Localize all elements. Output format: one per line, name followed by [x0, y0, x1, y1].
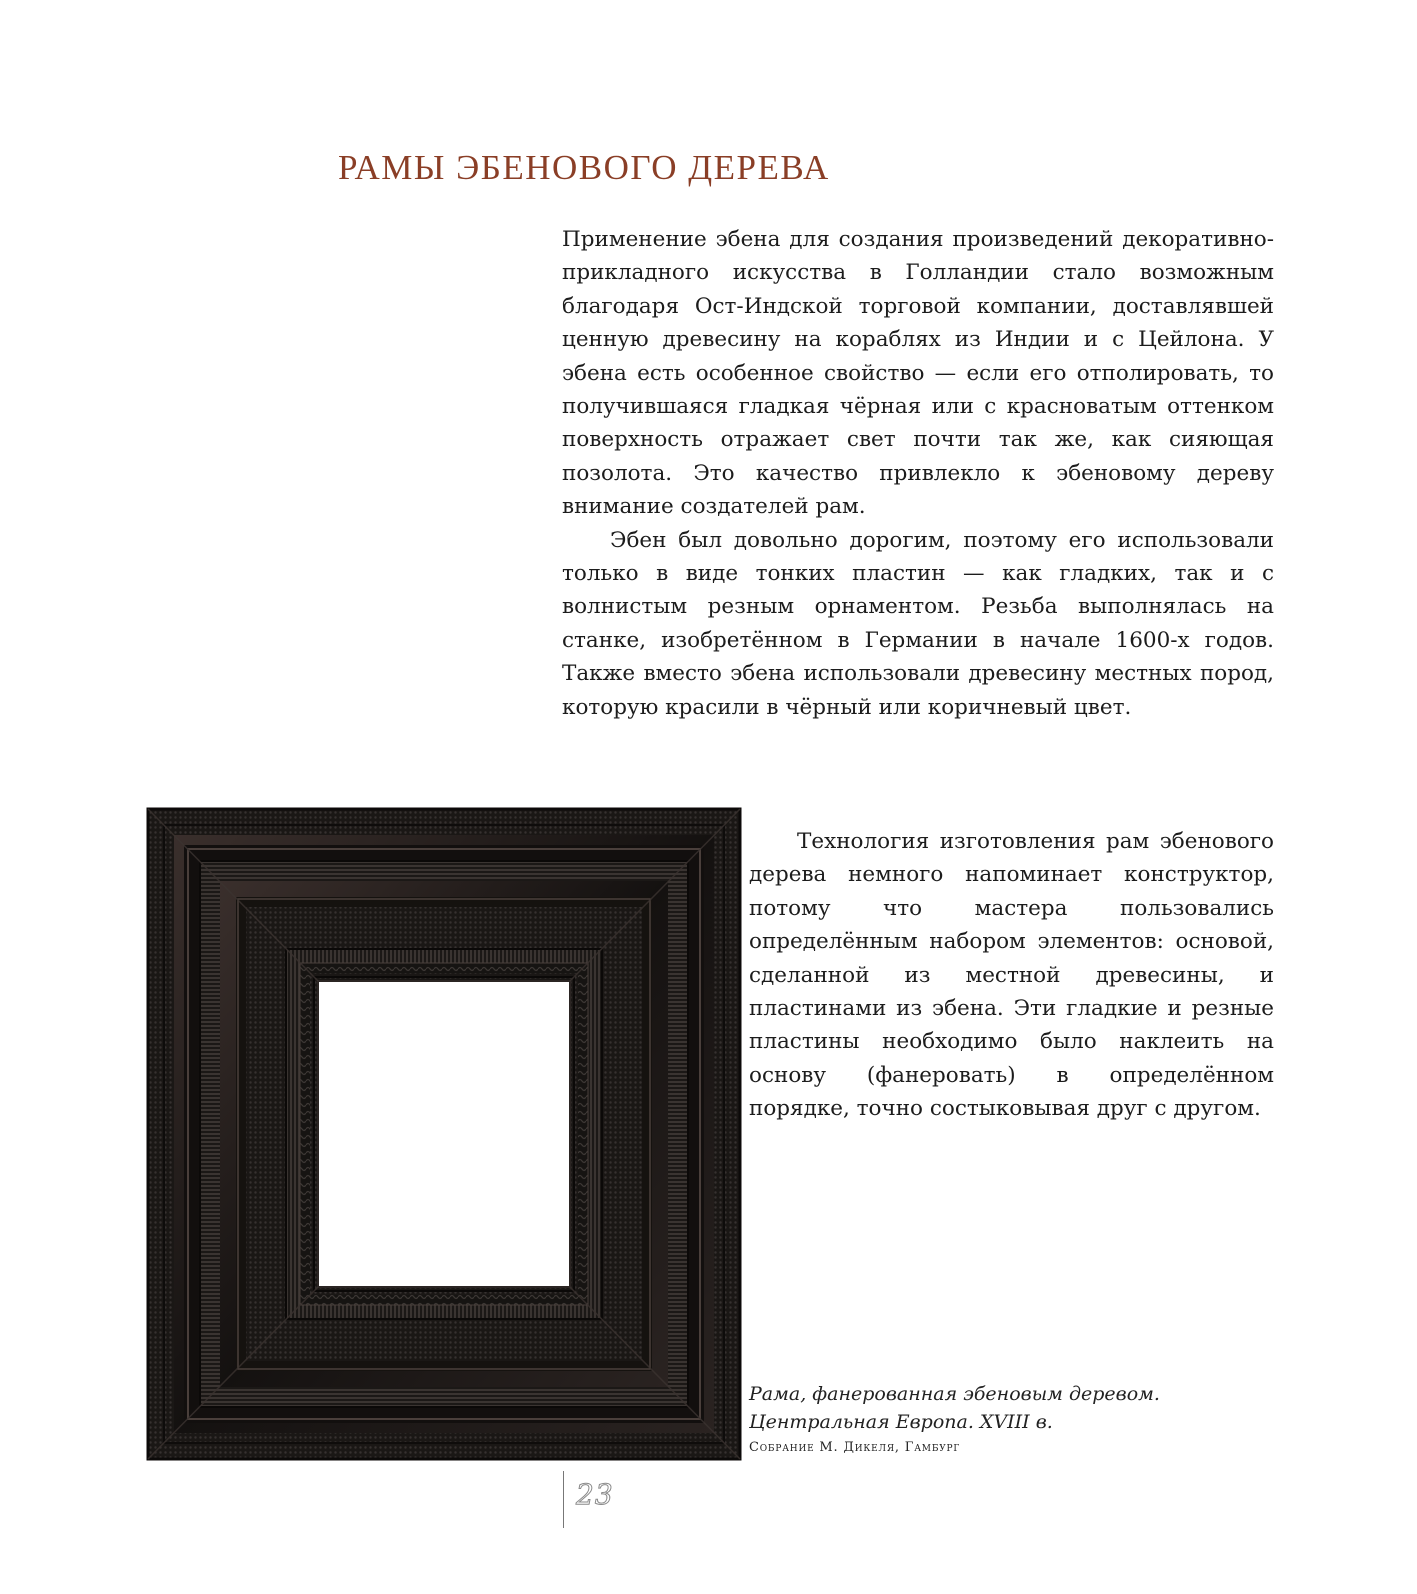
paragraph-2: Эбен был довольно дорогим, поэтому его использовали только в виде тонких пластин — как гладких, так и с волнистым резным орнаментом. Резьба выполнялась на станке, изобретённом в Германии в начале 1600-х годов. Также вместо эбена использовали древесину местных пород, которую красили в чёрный или коричневый цвет.	[562, 527, 1274, 720]
image-caption	[749, 1380, 1249, 1455]
section-title: РАМЫ ЭБЕНОВОГО ДЕРЕВА	[338, 148, 830, 187]
page-number-rule	[563, 1471, 564, 1528]
text-column-middle	[749, 825, 1274, 1126]
caption-credit: Собрание М. Дикеля, Гамбург	[749, 1440, 961, 1455]
caption-origin: Центральная Европа. XVIII в.	[749, 1411, 1053, 1433]
paragraph-1: Применение эбена для создания произведений декоративно-прикладного искусства в Голландии стало возможным благодаря Ост-Индской торговой компании, доставлявшей ценную древесину на кораблях из Индии и с Цейлона. У эбена есть особенное свойство — если его отполировать, то получившаяся гладкая чёрная или с красноватым оттенком поверхность отражает свет почти так же, как сияющая позолота. Это качество привлекло к эбеновому дереву внимание создателей рам.	[562, 227, 1274, 520]
ebony-frame-photo	[138, 805, 750, 1463]
text-column-top	[562, 223, 1274, 724]
paragraph-3: Технология изготовления рам эбенового дерева немного напоминает конструктор, потому что мастера пользовались определённым набором элементов: основой, сделанной из местной древесины, и пластинами из эбена. Эти гладкие и резные пластины необходимо было наклеить на основу (фанеровать) в определённом порядке, точно состыковывая друг с другом.	[749, 829, 1274, 1122]
caption-title: Рама, фанерованная эбеновым деревом.	[749, 1383, 1160, 1405]
page-number: 23	[576, 1478, 614, 1511]
